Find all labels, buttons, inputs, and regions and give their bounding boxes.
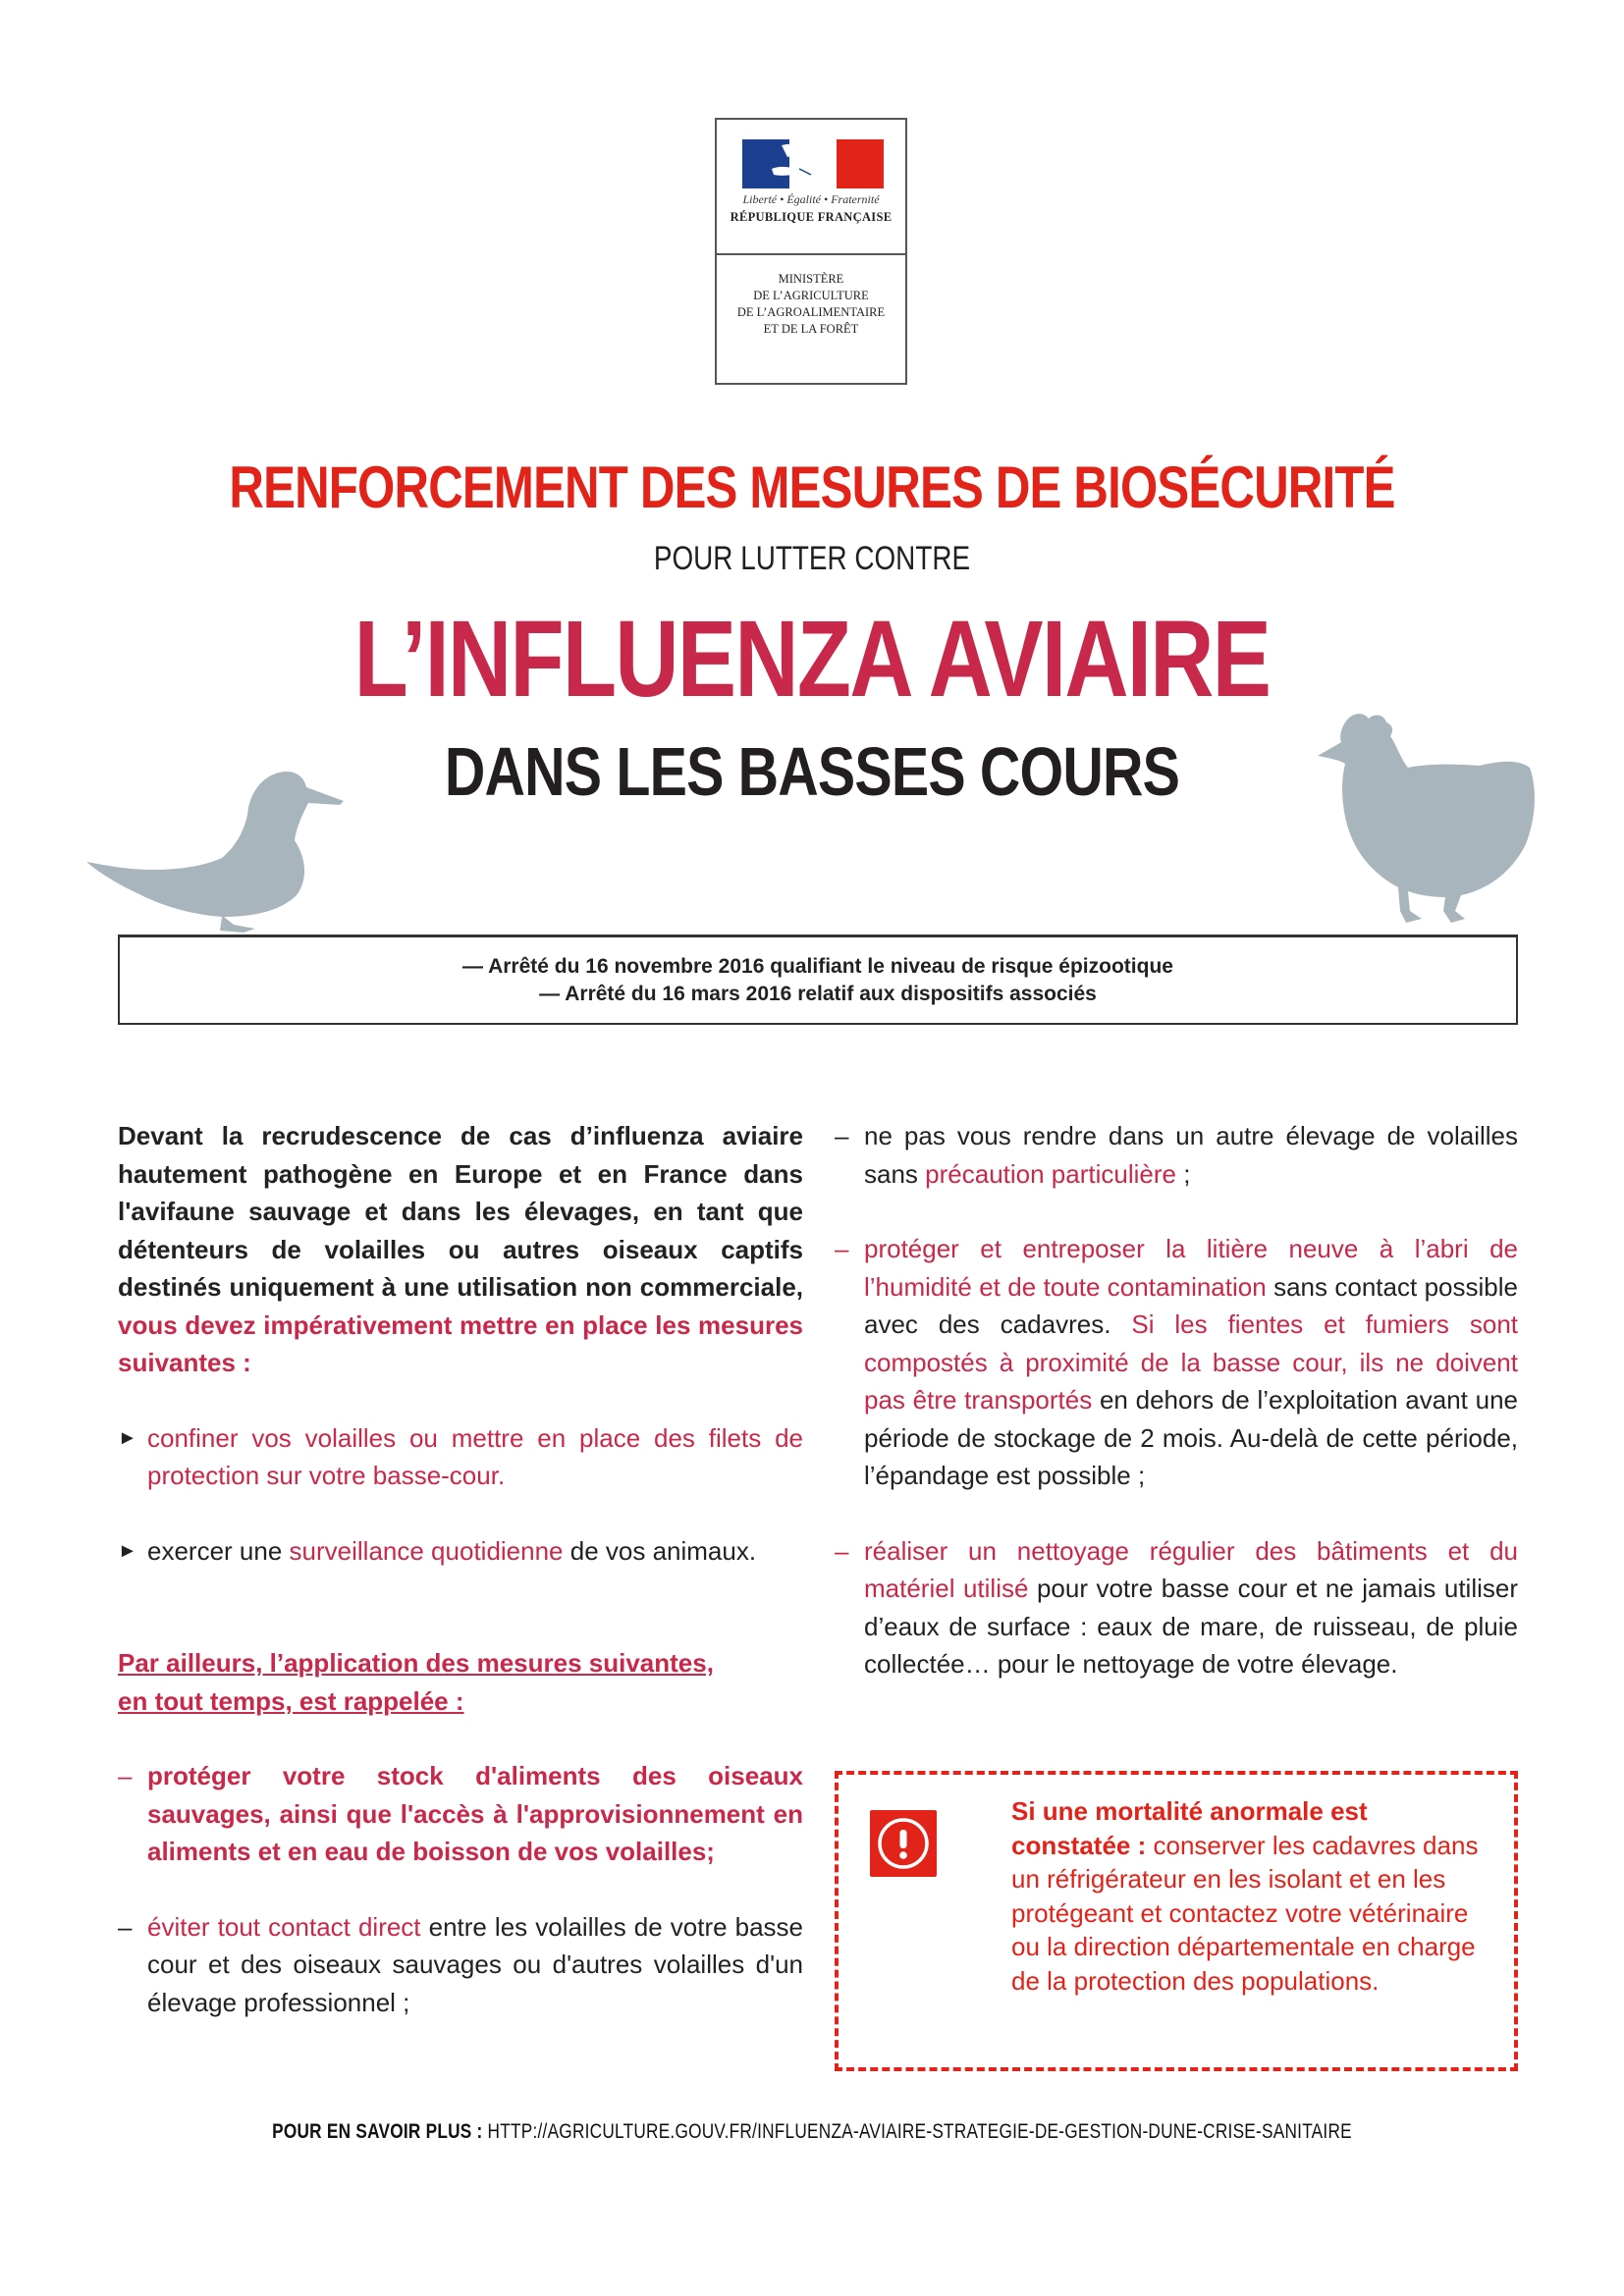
duck-icon (86, 756, 361, 942)
dash-item (118, 1908, 803, 2022)
main-title: RENFORCEMENT DES MESURES DE BIOSÉCURITÉ (229, 454, 1395, 520)
alert-instructions: conserver les cadavres dans un réfrigérateur en les isolant et en les protégeant et contactez votre vétérinaire ou la direction départementale en charge de la protection des populations. (1011, 1830, 1479, 1996)
triangle-bullet-icon: ► (118, 1539, 137, 1562)
republic-name: RÉPUBLIQUE FRANÇAISE (730, 210, 893, 224)
marianne-flag-icon (742, 139, 884, 188)
dash-text: entre les volailles de votre basse cour et des oiseaux sauvages ou d'autres volailles d'un élevage professionnel ; (147, 1911, 803, 2017)
dash-bullet: – (835, 1234, 849, 1263)
footer (146, 2120, 1478, 2144)
intro-paragraph (118, 1117, 803, 1382)
dash-highlight: Si les fientes et fumiers sont compostés à proximité de la basse cour, ils ne doivent pas être transportés (864, 1309, 1519, 1415)
bullet-text: confiner vos volailles ou mettre en place des filets de protection sur votre basse-cour. (147, 1422, 803, 1490)
intro-mandatory: vous devez impérativement mettre en place les mesures suivantes : (118, 1309, 803, 1377)
dash-text: ; (1183, 1158, 1191, 1189)
republic-motto: Liberté • Égalité • Fraternité (742, 192, 880, 206)
dash-highlight: réaliser un nettoyage régulier des bâtiments et du matériel utilisé (864, 1535, 1518, 1603)
intro-text: Devant la recrudescence de cas d’influenza aviaire hautement pathogène en Europe et en France dans l'avifaune sauvage et dans les élevages, en tant que détenteurs de volailles ou autres oiseaux captifs destinés uniquement à une utilisation non commerciale, (118, 1121, 803, 1302)
dash-text: pour votre basse cour et ne jamais utiliser d’eaux de surface : eaux de mare, de ruisseau, de pluie collectée… pour le nettoyage de votre élevage. (864, 1574, 1519, 1679)
footer-label: POUR EN SAVOIR PLUS : (272, 2120, 483, 2143)
ministry-logo (715, 118, 907, 385)
dash-bullet: – (835, 1121, 849, 1150)
dash-bullet: – (835, 1535, 849, 1566)
alert-text (1011, 1794, 1483, 1998)
dash-item (835, 1230, 1518, 1495)
triangle-bullet-icon: ► (118, 1426, 137, 1449)
ministry-name (717, 271, 905, 338)
ministry-line: DE L’AGRICULTURE (753, 289, 869, 302)
legal-reference: — Arrêté du 16 mars 2016 relatif aux dispositifs associés (539, 983, 1097, 1005)
dash-highlight: protéger et entreposer la litière neuve à l’abri de l’humidité et de toute contamination (864, 1234, 1518, 1302)
dash-text: protéger votre stock d'aliments des oiseaux sauvages, ainsi que l'accès à l'approvisionnement en aliments et en eau de boisson de vos volailles; (147, 1761, 803, 1866)
dash-item (835, 1117, 1518, 1193)
hen-icon (1306, 709, 1542, 940)
bullet-highlight: surveillance quotidienne (289, 1535, 564, 1566)
dash-bullet: – (118, 1761, 133, 1790)
right-column (835, 1117, 1518, 1683)
ministry-line: ET DE LA FORÊT (763, 322, 859, 336)
title-connector: POUR LUTTER CONTRE (653, 540, 971, 577)
left-column (118, 1117, 803, 2021)
dash-highlight: éviter tout contact direct (147, 1911, 421, 1942)
dash-text: en dehors de l’exploitation avant une période de stockage de 2 mois. Au-delà de cette période, l’épandage est possible ; (864, 1385, 1518, 1490)
dash-text: ne pas vous rendre dans un autre élevage de volailles sans (864, 1121, 1518, 1189)
dash-item (118, 1757, 803, 1871)
alert-heading: Si une mortalité anormale est constatée : (1011, 1796, 1368, 1860)
legal-reference: — Arrêté du 16 novembre 2016 qualifiant le niveau de risque épizootique (462, 955, 1173, 978)
bullet-text: de vos animaux. (569, 1535, 757, 1566)
dash-highlight: précaution particulière (925, 1158, 1176, 1189)
dash-bullet: – (118, 1911, 133, 1942)
ministry-line: MINISTÈRE (778, 272, 844, 286)
subtitle: DANS LES BASSES COURS (444, 733, 1180, 810)
reminder-heading (118, 1644, 803, 1720)
dash-item (835, 1532, 1518, 1683)
disease-title: L’INFLUENZA AVIAIRE (353, 599, 1271, 720)
bullet-text: exercer une (147, 1535, 283, 1566)
legal-references-box (118, 934, 1518, 1025)
bullet-item (118, 1419, 803, 1495)
marianne-block (717, 120, 905, 255)
footer-link[interactable]: HTTP://AGRICULTURE.GOUV.FR/INFLUENZA-AVIAIRE-STRATEGIE-DE-GESTION-DUNE-CRISE-SANITAIRE (487, 2120, 1352, 2143)
bullet-item (118, 1532, 803, 1571)
exclamation-icon (870, 1810, 937, 1877)
reminder-heading-line: en tout temps, est rappelée : (118, 1685, 464, 1716)
reminder-heading-line: Par ailleurs, l’application des mesures suivantes, (118, 1648, 714, 1678)
mortality-alert-box (835, 1771, 1518, 2071)
dash-text: sans contact possible avec des cadavres. (864, 1271, 1518, 1339)
ministry-line: DE L’AGROALIMENTAIRE (736, 305, 886, 319)
